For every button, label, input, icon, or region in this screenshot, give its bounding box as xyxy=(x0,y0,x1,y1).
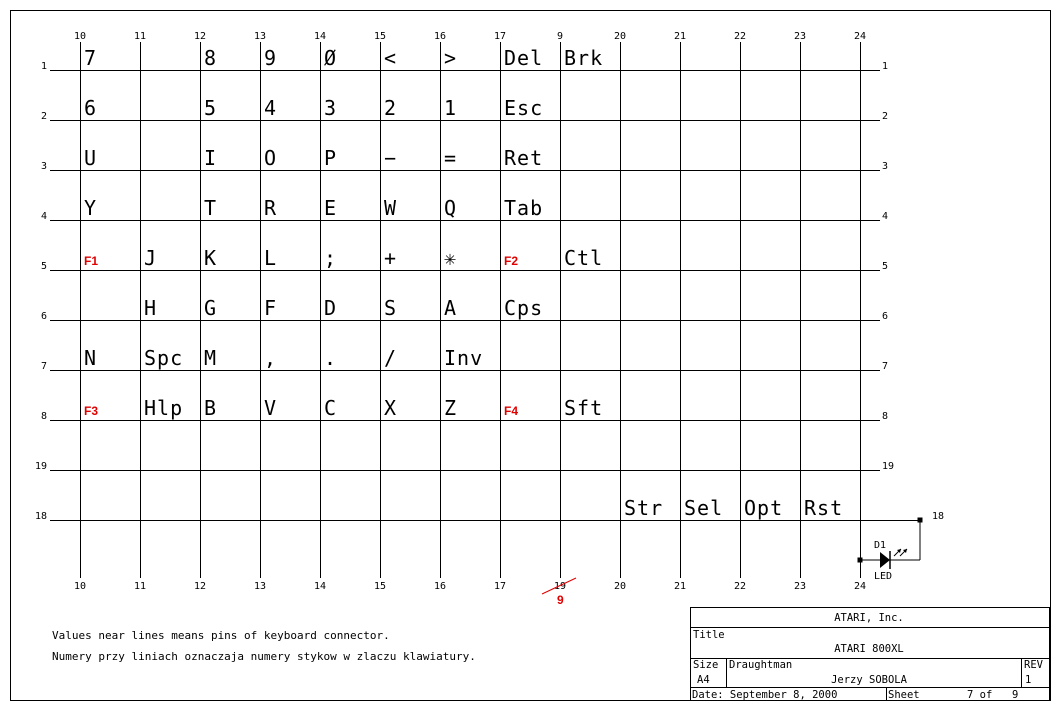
key-label: Ø xyxy=(324,46,338,70)
column-pin-top: 21 xyxy=(673,31,687,42)
row-pin-left: 1 xyxy=(40,61,47,72)
title-block-rev: 1 xyxy=(1025,674,1032,686)
column-pin-bottom: 20 xyxy=(613,581,627,592)
key-label: 8 xyxy=(204,46,218,70)
row-pin-right: 18 xyxy=(932,511,945,522)
column-pin-top: 13 xyxy=(253,31,267,42)
key-label: E xyxy=(324,196,338,220)
column-pin-bottom: 19 xyxy=(553,581,567,592)
key-label: Ret xyxy=(504,146,544,170)
row-pin-right: 4 xyxy=(882,211,889,222)
title-block-size-label: Size xyxy=(693,659,719,671)
key-label: W xyxy=(384,196,398,220)
key-label: B xyxy=(204,396,218,420)
column-pin-top: 14 xyxy=(313,31,327,42)
key-label: L xyxy=(264,246,278,270)
title-block xyxy=(690,608,1050,702)
row-pin-right: 6 xyxy=(882,311,889,322)
row-pin-right: 5 xyxy=(882,261,889,272)
row-pin-left: 4 xyxy=(40,211,47,222)
column-pin-top: 17 xyxy=(493,31,507,42)
row-pin-right: 19 xyxy=(882,461,895,472)
column-pin-top: 10 xyxy=(73,31,87,42)
column-pin-top: 16 xyxy=(433,31,447,42)
column-pin-bottom: 22 xyxy=(733,581,747,592)
led-label: LED xyxy=(874,571,893,582)
key-label: ✳ xyxy=(444,246,458,270)
key-label: 3 xyxy=(324,96,338,120)
row-pin-right: 8 xyxy=(882,411,889,422)
column-pin-bottom: 12 xyxy=(193,581,207,592)
console-key-label: Rst xyxy=(804,496,844,520)
key-label: . xyxy=(324,346,338,370)
row-pin-left: 3 xyxy=(40,161,47,172)
row-pin-left: 2 xyxy=(40,111,47,122)
key-label: = xyxy=(444,146,458,170)
key-label: 6 xyxy=(84,96,98,120)
column-pin-top: 22 xyxy=(733,31,747,42)
row-pin-right: 3 xyxy=(882,161,889,172)
function-key-label: F2 xyxy=(504,254,519,268)
key-label: Sft xyxy=(564,396,604,420)
column-pin-bottom: 13 xyxy=(253,581,267,592)
key-label: C xyxy=(324,396,338,420)
key-label: Brk xyxy=(564,46,604,70)
matrix-grid xyxy=(50,42,920,578)
column-pin-bottom: 14 xyxy=(313,581,327,592)
key-label: Inv xyxy=(444,346,484,370)
function-key-label: F1 xyxy=(84,254,99,268)
title-block-title: ATARI 800XL xyxy=(834,643,904,655)
key-label: V xyxy=(264,396,278,420)
key-label: K xyxy=(204,246,218,270)
column-pin-top: 24 xyxy=(853,31,867,42)
key-label: X xyxy=(384,396,398,420)
row-pin-right: 7 xyxy=(882,361,889,372)
column-pin-bottom: 24 xyxy=(853,581,867,592)
column-pin-top: 9 xyxy=(556,31,564,42)
row-pin-right: 1 xyxy=(882,61,889,72)
key-label: Q xyxy=(444,196,458,220)
row-pin-left: 18 xyxy=(34,511,47,522)
key-label: − xyxy=(384,146,398,170)
key-label: , xyxy=(264,346,278,370)
key-label: R xyxy=(264,196,278,220)
key-label: 1 xyxy=(444,96,458,120)
column-pin-bottom: 11 xyxy=(133,581,147,592)
console-key-label: Str xyxy=(624,496,664,520)
key-label: 4 xyxy=(264,96,278,120)
matrix-labels xyxy=(35,31,944,592)
key-label: Z xyxy=(444,396,458,420)
key-label: D xyxy=(324,296,338,320)
led-ground-junction xyxy=(858,558,863,563)
column-pin-bottom: 10 xyxy=(73,581,87,592)
key-label: 9 xyxy=(264,46,278,70)
key-label: Y xyxy=(84,196,98,220)
key-label: 5 xyxy=(204,96,218,120)
key-label: H xyxy=(144,296,158,320)
key-label: 2 xyxy=(384,96,398,120)
led-d1 xyxy=(858,518,923,583)
column-pin-top: 11 xyxy=(133,31,147,42)
title-block-rev-label: REV xyxy=(1024,659,1043,671)
title-block-title-label: Title xyxy=(693,629,725,641)
key-label: Cps xyxy=(504,296,544,320)
column-pin-top: 15 xyxy=(373,31,387,42)
key-label: M xyxy=(204,346,218,370)
title-block-draughtman: Jerzy SOBOLA xyxy=(831,674,907,686)
title-block-draughtman-label: Draughtman xyxy=(729,659,793,671)
key-label: A xyxy=(444,296,458,320)
key-label: > xyxy=(444,46,458,70)
row-pin-left: 5 xyxy=(40,261,47,272)
key-label: Esc xyxy=(504,96,544,120)
key-label: + xyxy=(384,246,398,270)
key-label: N xyxy=(84,346,98,370)
row-pin-left: 8 xyxy=(40,411,47,422)
key-label: Hlp xyxy=(144,396,184,420)
console-key-label: Opt xyxy=(744,496,784,520)
function-key-label: F3 xyxy=(84,404,99,418)
column-pin-bottom: 21 xyxy=(673,581,687,592)
key-label: 7 xyxy=(84,46,98,70)
title-block-size: A4 xyxy=(697,674,710,686)
column-pin-top: 23 xyxy=(793,31,807,42)
key-label: G xyxy=(204,296,218,320)
key-label: P xyxy=(324,146,338,170)
key-label: Del xyxy=(504,46,544,70)
function-key-label: F4 xyxy=(504,404,519,418)
title-block-sheet-total: 9 xyxy=(1012,689,1019,701)
note-english: Values near lines means pins of keyboard connector. xyxy=(52,629,390,642)
led-diode-symbol xyxy=(880,552,890,568)
row-pin-right: 2 xyxy=(882,111,889,122)
key-label: U xyxy=(84,146,98,170)
key-label: < xyxy=(384,46,398,70)
column-pin-top: 20 xyxy=(613,31,627,42)
key-label: ; xyxy=(324,246,338,270)
key-label: J xyxy=(144,246,158,270)
key-label: O xyxy=(264,146,278,170)
key-label: F xyxy=(264,296,278,320)
column-pin-top: 12 xyxy=(193,31,207,42)
key-label: I xyxy=(204,146,218,170)
title-block-sheet-of: 7 of xyxy=(967,689,993,701)
console-key-label: Sel xyxy=(684,496,724,520)
column-pin-bottom: 17 xyxy=(493,581,507,592)
key-label: S xyxy=(384,296,398,320)
led-pin-junction xyxy=(918,518,923,523)
key-label: Ctl xyxy=(564,246,604,270)
column-pin-bottom: 15 xyxy=(373,581,387,592)
column-pin-bottom: 16 xyxy=(433,581,447,592)
row-pin-left: 19 xyxy=(34,461,47,472)
title-block-company: ATARI, Inc. xyxy=(834,612,904,624)
key-label: / xyxy=(384,346,398,370)
correction-replacement: 9 xyxy=(557,593,564,607)
title-block-date: Date: September 8, 2000 xyxy=(692,689,838,701)
column-pin-bottom: 23 xyxy=(793,581,807,592)
key-label: T xyxy=(204,196,218,220)
title-block-sheet-label: Sheet xyxy=(888,689,920,701)
key-label: Spc xyxy=(144,346,184,370)
row-pin-left: 6 xyxy=(40,311,47,322)
note-polish: Numery przy liniach oznaczaja numery stykow w zlaczu klawiatury. xyxy=(52,650,476,663)
led-ref: D1 xyxy=(874,540,887,551)
key-label: Tab xyxy=(504,196,544,220)
row-pin-left: 7 xyxy=(40,361,47,372)
